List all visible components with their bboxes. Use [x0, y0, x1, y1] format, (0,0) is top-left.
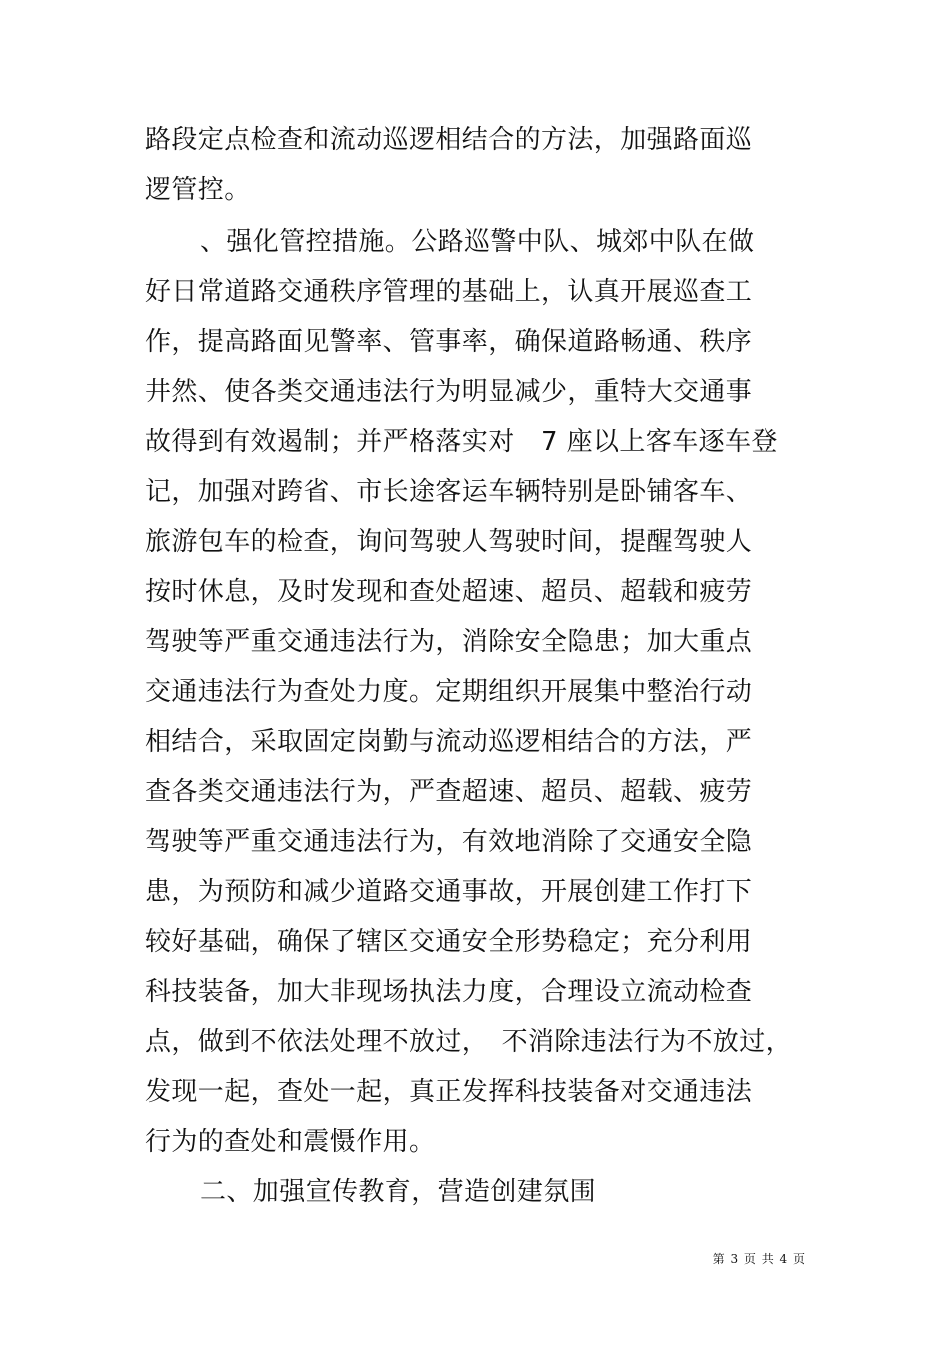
- text-line-8: 记，加强对跨省、市长途客运车辆特别是卧铺客车、: [145, 477, 753, 507]
- text-line-13: 相结合，采取固定岗勤与流动巡逻相结合的方法，严: [145, 727, 753, 757]
- text-line-6: 井然、使各类交通违法行为明显减少，重特大交通事: [145, 377, 753, 407]
- text-line-9: 旅游包车的检查，询问驾驶人驾驶时间，提醒驾驶人: [145, 527, 753, 557]
- text-line-2: 逻管控。: [145, 175, 251, 205]
- text-line-7: 故得到有效遏制；并严格落实对 7 座以上客车逐车登: [145, 427, 778, 457]
- text-line-20: 发现一起，查处一起，真正发挥科技装备对交通违法: [145, 1077, 753, 1107]
- text-line-12: 交通违法行为查处力度。定期组织开展集中整治行动: [145, 677, 753, 707]
- text-line-18: 科技装备，加大非现场执法力度，合理设立流动检查: [145, 977, 753, 1007]
- text-line-19: 点，做到不依法处理不放过， 不消除违法行为不放过，: [145, 1027, 793, 1057]
- text-line-5: 作，提高路面见警率、管事率，确保道路畅通、秩序: [145, 327, 753, 357]
- text-line-16: 患，为预防和减少道路交通事故，开展创建工作打下: [145, 877, 753, 907]
- text-line-1: 路段定点检查和流动巡逻相结合的方法，加强路面巡: [145, 125, 753, 155]
- page-number-footer: 第 3 页 共 4 页: [712, 1252, 806, 1266]
- text-line-21: 行为的查处和震慑作用。: [145, 1127, 436, 1157]
- text-line-15: 驾驶等严重交通违法行为，有效地消除了交通安全隐: [145, 827, 753, 857]
- text-line-3: 、强化管控措施。公路巡警中队、城郊中队在做: [200, 227, 755, 257]
- text-line-4: 好日常道路交通秩序管理的基础上，认真开展巡查工: [145, 277, 753, 307]
- text-line-11: 驾驶等严重交通违法行为，消除安全隐患；加大重点: [145, 627, 753, 657]
- text-line-10: 按时休息，及时发现和查处超速、超员、超载和疲劳: [145, 577, 753, 607]
- section-heading: 二、加强宣传教育，营造创建氛围: [200, 1177, 597, 1207]
- text-line-17: 较好基础，确保了辖区交通安全形势稳定；充分利用: [145, 927, 753, 957]
- text-line-14: 查各类交通违法行为，严查超速、超员、超载、疲劳: [145, 777, 753, 807]
